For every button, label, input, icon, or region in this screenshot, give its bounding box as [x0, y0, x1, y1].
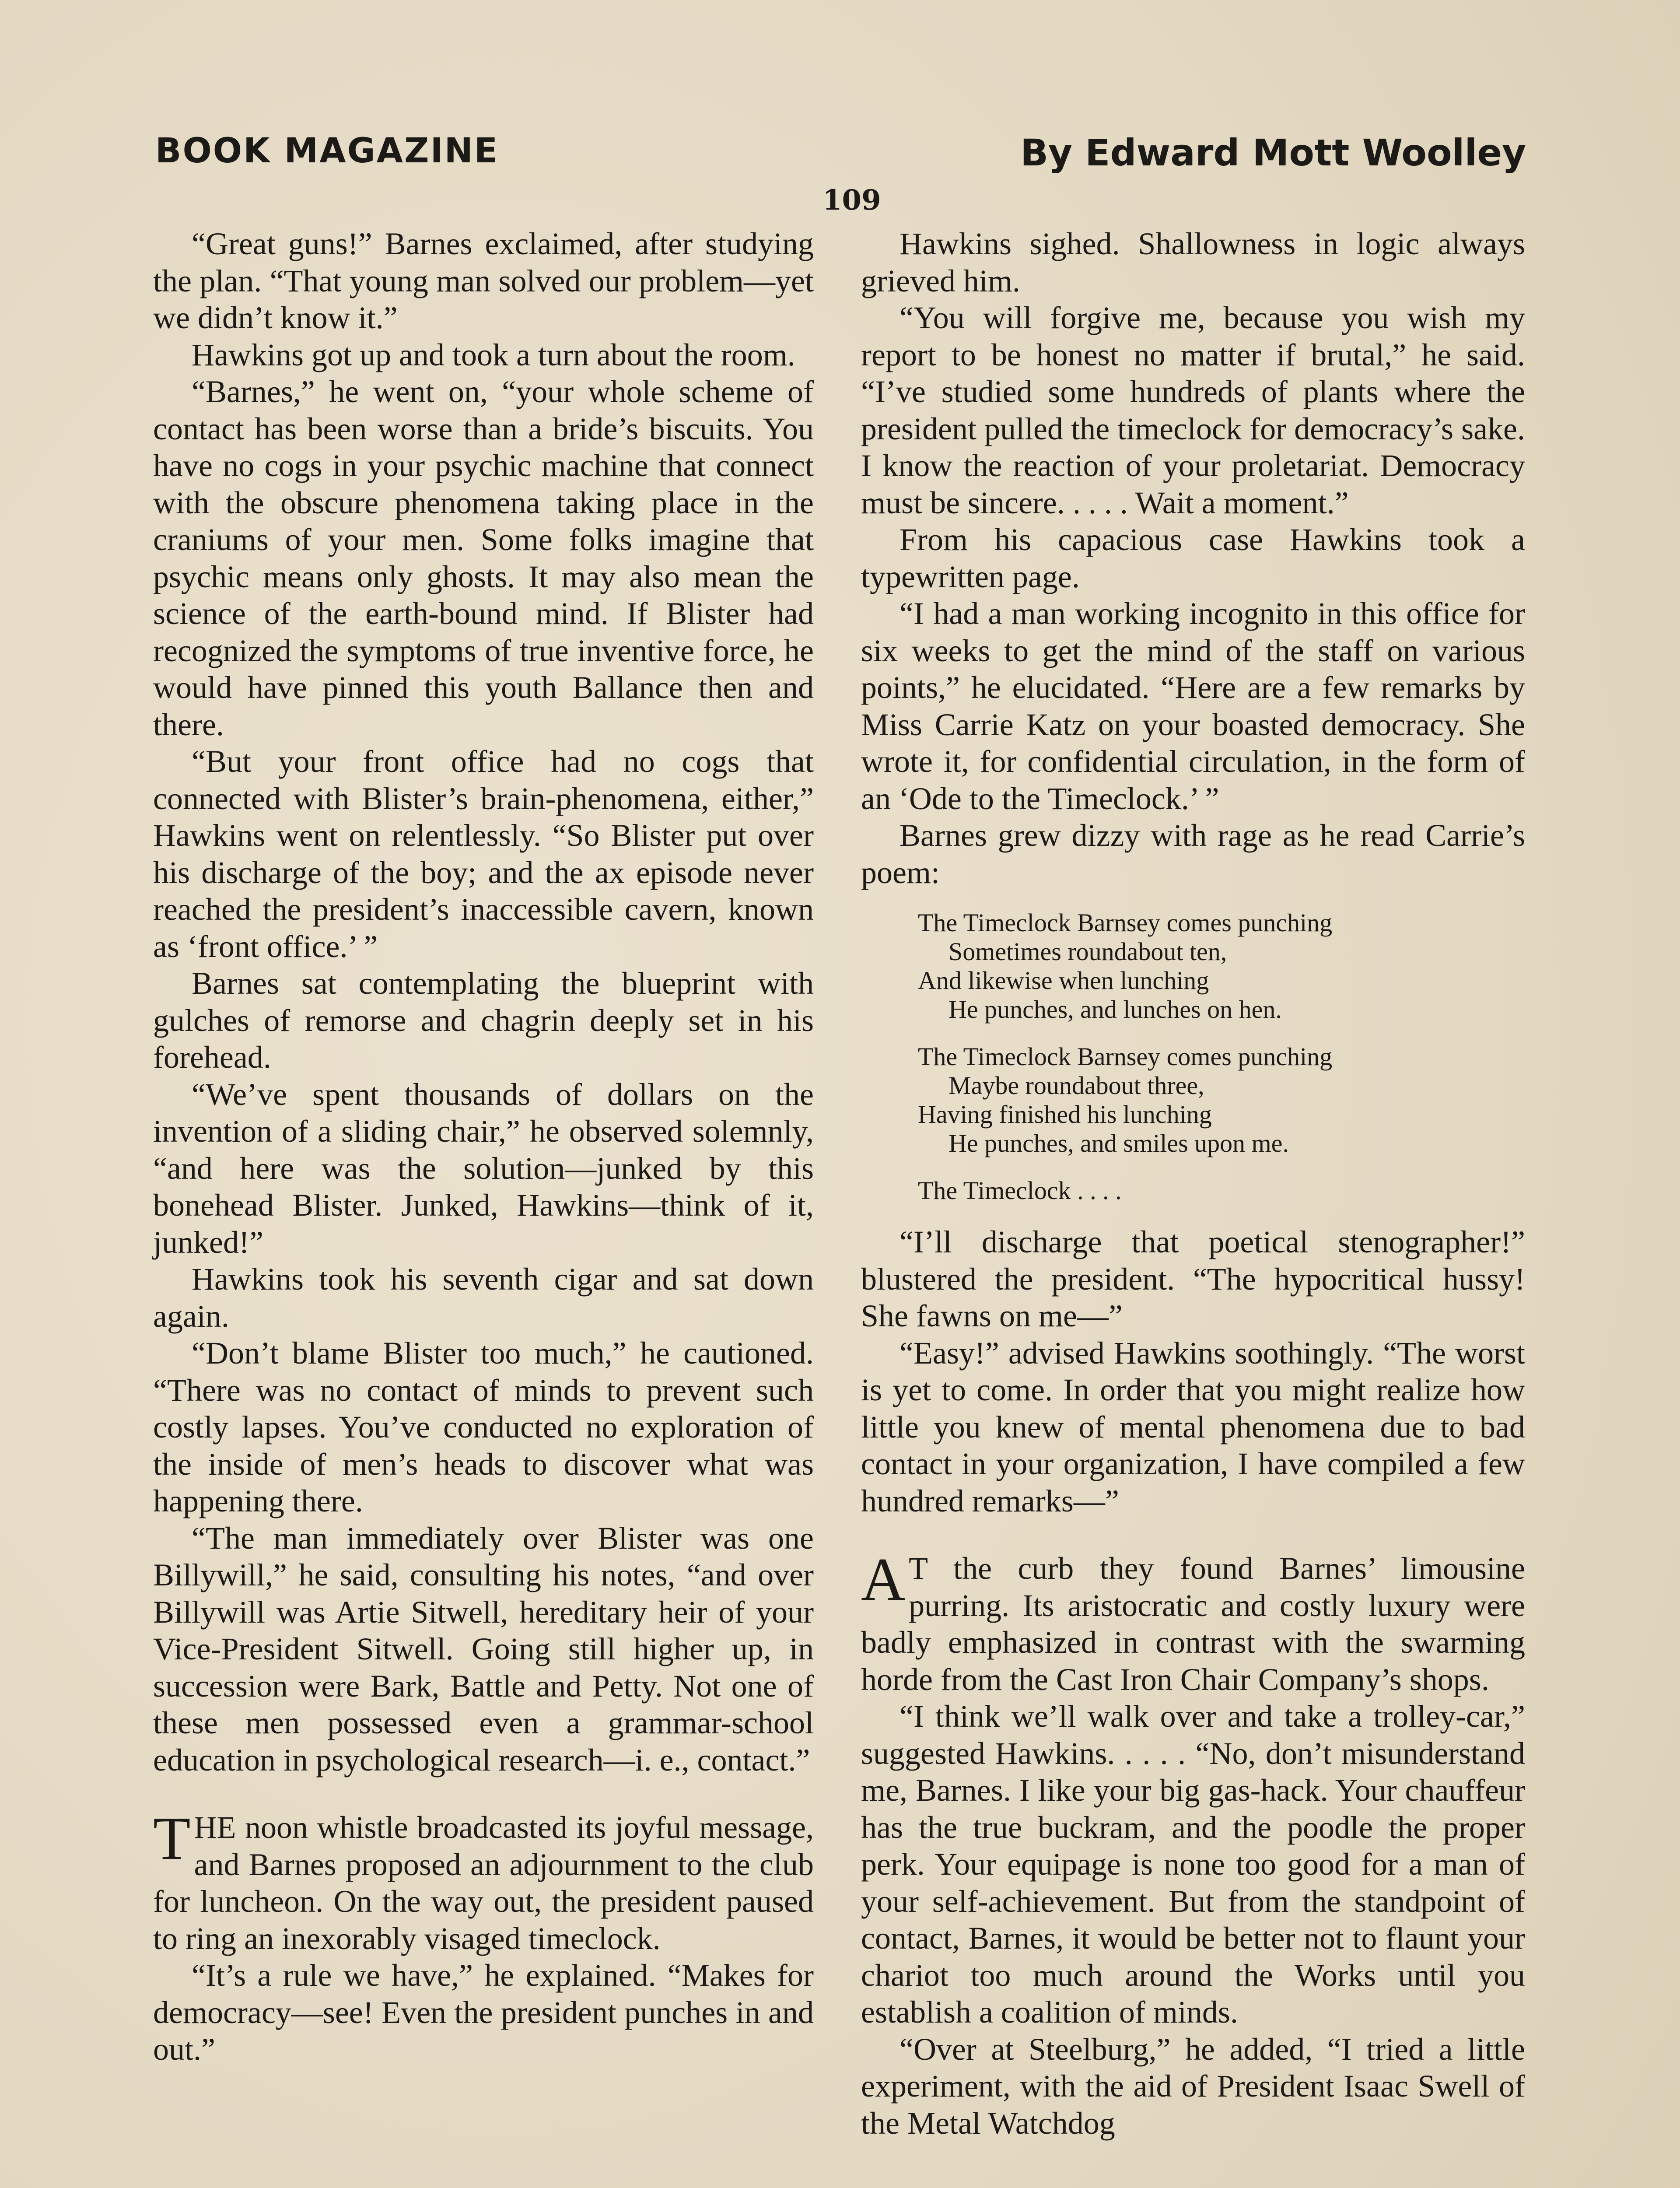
magazine-title: BOOK MAGAZINE — [155, 131, 499, 171]
section-paragraph: A T the curb they found Barnes’ limousine purring. Its aristocratic and costly luxury were badly emphasized in contrast with the swarming horde from the Cast Iron Chair Company’s shops. — [861, 1546, 1525, 1697]
paragraph: “I had a man working incognito in this office for six weeks to get the mind of the staff on various points,” he elucidated. “Here are a few remarks by Miss Carrie Katz on your boasted democracy. She wrote it, for confidential circulation, in the form of an ‘Ode to the Timeclock.’ ” — [861, 596, 1525, 816]
paragraph: “We’ve spent thousands of dollars on the invention of a sliding chair,” he observed solemnly, “and here was the solution—junked by this bonehead Blister. Junked, Hawkins—think of it, junked!” — [153, 1076, 814, 1260]
poem-line: He punches, and smiles upon me. — [948, 1129, 1289, 1157]
paragraph: From his capacious case Hawkins took a typewritten page. — [861, 522, 1525, 594]
paragraph: “Over at Steelburg,” he added, “I tried a little experiment, with the aid of President Isaac Swell of the Metal Watchdog — [861, 2031, 1525, 2141]
poem-line: The Timeclock . . . . — [918, 1176, 1122, 1205]
paragraph: Hawkins got up and took a turn about the room. — [192, 337, 795, 372]
poem-stanza — [918, 908, 1525, 1024]
poem-line: Having finished his lunching — [918, 1100, 1212, 1129]
poem-line: Sometimes roundabout ten, — [948, 937, 1227, 966]
section-paragraph: THE noon whistle broadcasted its joyful message, and Barnes proposed an adjournment to the club for luncheon. On the way out, the president paused to ring an inexorably visaged timeclock. — [153, 1805, 814, 1956]
poem-line: And likewise when lunching — [918, 966, 1209, 995]
paragraph: “Easy!” advised Hawkins soothingly. “The worst is yet to come. In order that you might realize how little you knew of mental phenomena due to bad contact in your organization, I have compiled a few hundred remarks—” — [861, 1335, 1525, 1518]
right-column — [861, 225, 1525, 2142]
paragraph: “But your front office had no cogs that connected with Blister’s brain-phenomena, either,” Hawkins went on relentlessly. “So Blister put over his discharge of the boy; and the ax episode never reached the president’s inaccessible cavern, known as ‘front office.’ ” — [153, 744, 814, 964]
poem-stanza — [918, 1042, 1525, 1158]
author-byline: By Edward Mott Woolley — [1020, 131, 1526, 174]
paragraph: Barnes sat contemplating the blueprint with gulches of remorse and chagrin deeply set in his forehead. — [153, 966, 814, 1075]
paragraph: “You will forgive me, because you wish my report to be honest no matter if brutal,” he said. “I’ve studied some hundreds of plants where the president pulled the timeclock for democracy’s sake. I know the reaction of your proletariat. Democracy must be sincere. . . . . Wait a moment.” — [861, 300, 1525, 520]
page-number: 109 — [822, 184, 881, 217]
paragraph: Barnes grew dizzy with rage as he read Carrie’s poem: — [861, 818, 1525, 890]
poem-line: The Timeclock Barnsey comes punching — [918, 908, 1333, 937]
paragraph: “It’s a rule we have,” he explained. “Makes for democracy—see! Even the president punches in and out.” — [153, 1958, 814, 2067]
left-column — [153, 225, 814, 2068]
paragraph: Hawkins took his seventh cigar and sat down again. — [153, 1262, 814, 1334]
poem-line: The Timeclock Barnsey comes punching — [918, 1042, 1333, 1071]
poem-line: He punches, and lunches on hen. — [948, 995, 1282, 1024]
poem-line: Maybe roundabout three, — [948, 1071, 1204, 1100]
paragraph: “I think we’ll walk over and take a trolley-car,” suggested Hawkins. . . . . “No, don’t misunderstand me, Barnes. I like your big gas-hack. Your chauffeur has the true buckram, and the poodle the proper perk. Your equipage is none too good for a man of your self-achievement. But from the standpoint of contact, Barnes, it would be better not to flaunt your chariot too much around the Works until you establish a coalition of minds. — [861, 1699, 1525, 2030]
poem — [918, 908, 1525, 1205]
drop-cap: A — [861, 1546, 906, 1613]
paragraph: “Great guns!” Barnes exclaimed, after studying the plan. “That young man solved our problem—yet we didn’t know it.” — [153, 226, 814, 335]
paragraph: “Barnes,” he went on, “your whole scheme of contact has been worse than a bride’s biscuits. You have no cogs in your psychic machine that connect with the obscure phenomena taking place in the craniums of your men. Some folks imagine that psychic means only ghosts. It may also mean the science of the earth-bound mind. If Blister had recognized the symptoms of true inventive force, he would have pinned this youth Ballance then and there. — [153, 374, 814, 742]
poem-stanza — [918, 1176, 1525, 1205]
paragraph: Hawkins sighed. Shallowness in logic always grieved him. — [861, 226, 1525, 298]
drop-cap: T — [153, 1805, 191, 1872]
paragraph: “The man immediately over Blister was one Billywill,” he said, consulting his notes, “and over Billywill was Artie Sitwell, hereditary heir of your Vice-President Sitwell. Going still higher up, in succession were Bark, Battle and Petty. Not one of these men possessed even a grammar-school education in psychological research—i. e., contact.” — [153, 1520, 814, 1778]
paragraph: “I’ll discharge that poetical stenographer!” blustered the president. “The hypocritical hussy! She fawns on me—” — [861, 1224, 1525, 1333]
paragraph: “Don’t blame Blister too much,” he cautioned. “There was no contact of minds to prevent such costly lapses. You’ve conducted no exploration of the inside of men’s heads to discover what was happening there. — [153, 1336, 814, 1518]
